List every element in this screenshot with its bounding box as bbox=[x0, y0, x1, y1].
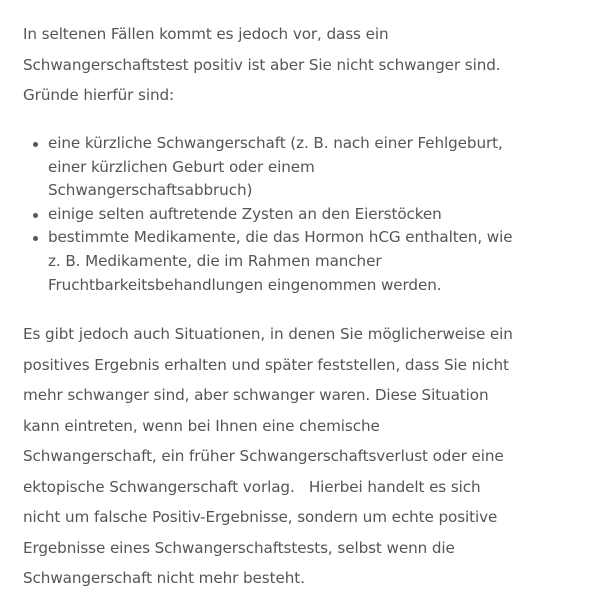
outro-line: positives Ergebnis erhalten und später feststellen, dass Sie nicht bbox=[23, 355, 509, 374]
list-item-line: einige selten auftretende Zysten an den Eierstöcken bbox=[48, 204, 442, 223]
outro-line: Schwangerschaft nicht mehr besteht. bbox=[23, 569, 305, 587]
list-item-line: Schwangerschaftsabbruch) bbox=[48, 181, 253, 200]
outro-line: Schwangerschaft, ein früher Schwangerschaftsverlust oder eine bbox=[23, 447, 504, 465]
bullet-icon bbox=[33, 142, 38, 147]
outro-line: kann eintreten, wenn bei Ihnen eine chemische bbox=[23, 416, 380, 435]
list-item bbox=[23, 203, 579, 227]
list-item bbox=[23, 226, 579, 297]
outro-paragraph bbox=[23, 319, 579, 594]
intro-line: Schwangerschaftstest positiv ist aber Sie nicht schwanger sind. bbox=[23, 55, 501, 74]
outro-line: nicht um falsche Positiv-Ergebnisse, sondern um echte positive bbox=[23, 508, 498, 526]
reasons-list bbox=[23, 132, 579, 297]
list-item-line: Fruchtbarkeitsbehandlungen eingenommen werden. bbox=[48, 275, 442, 294]
list-item bbox=[23, 132, 579, 203]
intro-line: In seltenen Fällen kommt es jedoch vor, dass ein bbox=[23, 25, 389, 43]
list-item-line: bestimmte Medikamente, die das Hormon hCG enthalten, wie bbox=[48, 228, 513, 247]
bullet-icon bbox=[33, 236, 38, 241]
outro-line: Es gibt jedoch auch Situationen, in denen Sie möglicherweise ein bbox=[23, 325, 513, 343]
outro-line: mehr schwanger sind, aber schwanger waren. Diese Situation bbox=[23, 386, 489, 404]
list-item-line: eine kürzliche Schwangerschaft (z. B. nach einer Fehlgeburt, bbox=[48, 134, 503, 152]
list-item-line: einer kürzlichen Geburt oder einem bbox=[48, 157, 315, 176]
outro-line: Ergebnisse eines Schwangerschaftstests, selbst wenn die bbox=[23, 538, 455, 557]
intro-line: Gründe hierfür sind: bbox=[23, 86, 175, 104]
bullet-icon bbox=[33, 213, 38, 218]
intro-paragraph bbox=[23, 19, 579, 111]
list-item-line: z. B. Medikamente, die im Rahmen mancher bbox=[48, 251, 382, 270]
outro-line: ektopische Schwangerschaft vorlag. Hierbei handelt es sich bbox=[23, 477, 481, 496]
